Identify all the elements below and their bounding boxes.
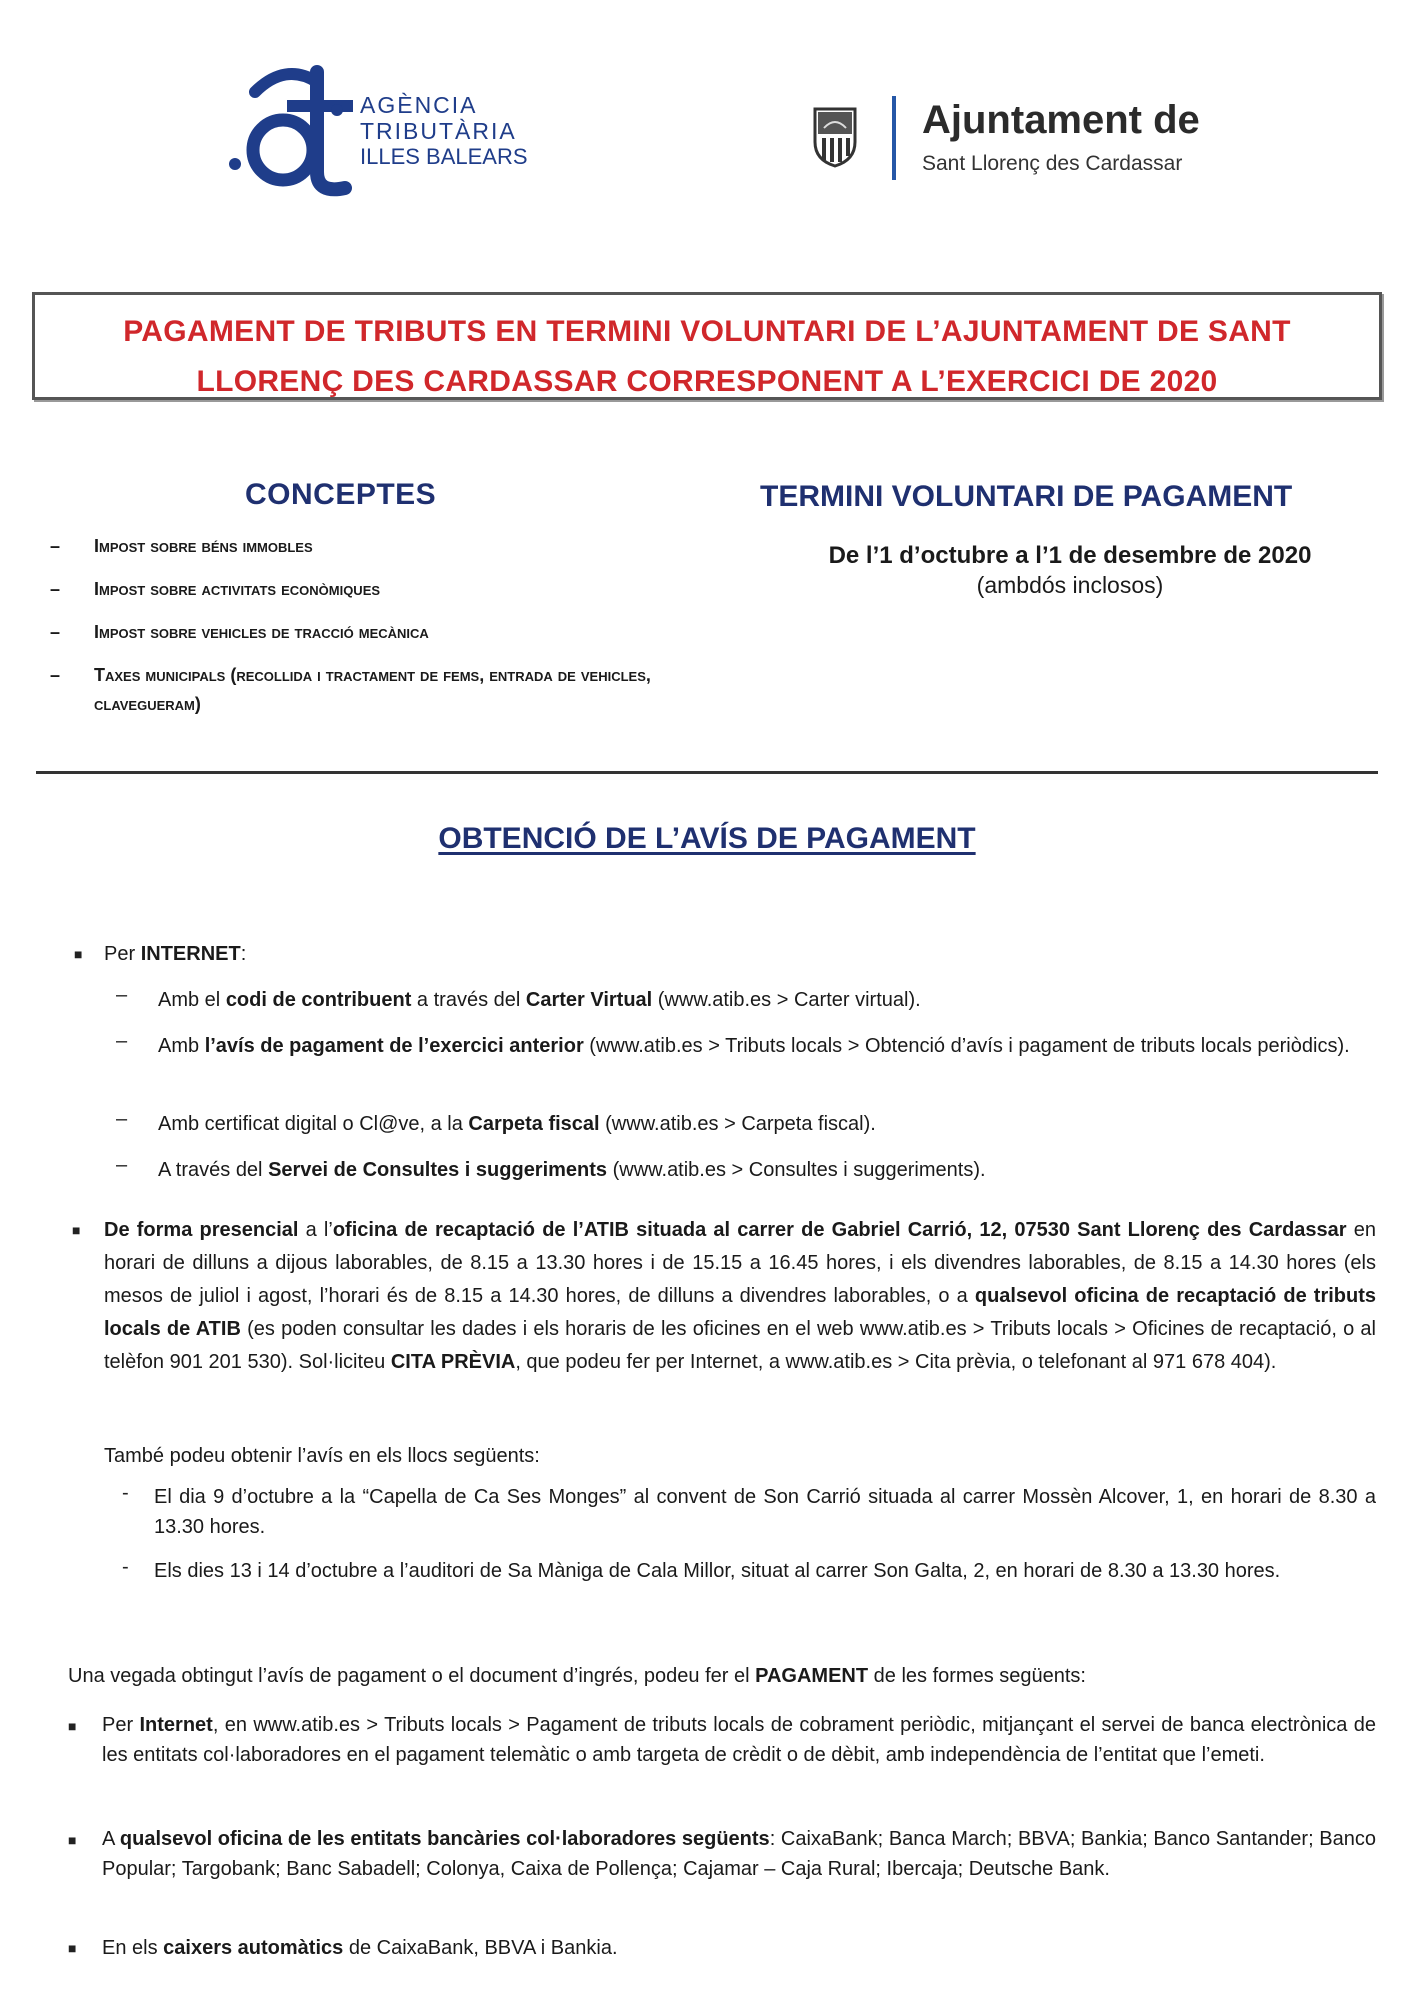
concepte-item: – Impost sobre activitats econòmiques <box>50 575 690 604</box>
concepte-item: – Impost sobre béns immobles <box>50 532 690 561</box>
concepte-item: – Impost sobre vehicles de tracció mecànica <box>50 618 690 647</box>
dash-icon: - <box>122 1482 129 1504</box>
dash-icon: – <box>116 1030 128 1052</box>
document-title-box <box>32 292 1382 400</box>
dash-icon: – <box>50 665 61 685</box>
tambe-text: També podeu obtenir l’avís en els llocs següents: <box>104 1445 540 1467</box>
lloc-1: El dia 9 d’octubre a la “Capella de Ca Ses Monges” al convent de Son Carrió situada al carrer Mossèn Alcover, 1, en horari de 8.30 a 13.30 hores. <box>154 1486 1376 1538</box>
square-bullet-icon: ■ <box>72 1222 81 1238</box>
ajuntament-logo <box>812 96 1232 186</box>
dash-icon: – <box>50 579 61 599</box>
square-bullet-icon: ■ <box>68 1832 77 1848</box>
title-line-2: LLORENÇ DES CARDASSAR CORRESPONENT A L’EXERCICI DE 2020 <box>196 365 1218 398</box>
pagament-caixers: En els caixers automàtics de CaixaBank, BBVA i Bankia. <box>102 1937 618 1959</box>
concepte-item: – Taxes municipals (recollida i tractament de fems, entrada de vehicles, clavegueram) <box>50 661 690 719</box>
dash-icon: – <box>116 1108 128 1130</box>
dash-icon: – <box>50 622 61 642</box>
title-line-1: PAGAMENT DE TRIBUTS EN TERMINI VOLUNTARI DE L’AJUNTAMENT DE SANT <box>123 315 1291 348</box>
square-bullet-icon: ■ <box>74 946 83 962</box>
conceptes-list <box>50 532 690 733</box>
pagament-intro: Una vegada obtingut l’avís de pagament o el document d’ingrés, podeu fer el PAGAMENT de les formes següents: <box>68 1665 1086 1687</box>
pagament-internet: Per Internet, en www.atib.es > Tributs locals > Pagament de tributs locals de cobrament periòdic, mitjançant el servei de banca electrònica de les entitats col·laboradores en el pagament telemàtic o amb targeta de crèdit o de dèbit, amb independència de l’entitat que l’emeti. <box>102 1714 1376 1766</box>
atib-line1: AGÈNCIA <box>360 92 478 118</box>
termini-note: (ambdós inclosos) <box>976 572 1164 598</box>
atib-emblem-icon <box>225 52 365 202</box>
dash-icon: – <box>50 536 61 556</box>
atib-logo <box>225 52 528 202</box>
internet-label: Per INTERNET: <box>104 943 247 965</box>
ajuntament-subtitle: Sant Llorenç des Cardassar <box>922 152 1183 175</box>
internet-sub-2: Amb l’avís de pagament de l’exercici anterior (www.atib.es > Tributs locals > Obtenció d’avís i pagament de tributs locals periòdics). <box>158 1035 1350 1057</box>
dash-icon: – <box>116 984 128 1006</box>
internet-sub-3: Amb certificat digital o Cl@ve, a la Carpeta fiscal (www.atib.es > Carpeta fiscal). <box>158 1113 876 1135</box>
divider-bar <box>892 96 896 180</box>
termini-dates: De l’1 d’octubre a l’1 de desembre de 2020 <box>828 542 1312 569</box>
atib-line2: TRIBUTÀRIA <box>360 118 517 144</box>
conceptes-heading: CONCEPTES <box>245 478 437 511</box>
obtencio-heading: OBTENCIÓ DE L’AVÍS DE PAGAMENT <box>438 822 976 855</box>
municipal-shield-icon <box>812 106 858 168</box>
square-bullet-icon: ■ <box>68 1718 77 1734</box>
atib-line3: ILLES BALEARS <box>360 144 528 169</box>
termini-heading: TERMINI VOLUNTARI DE PAGAMENT <box>760 480 1293 513</box>
section-divider <box>36 771 1378 774</box>
ajuntament-title: Ajuntament de <box>922 98 1200 142</box>
dash-icon: – <box>116 1154 128 1176</box>
square-bullet-icon: ■ <box>68 1940 77 1956</box>
presencial-paragraph: De forma presencial a l’oficina de recaptació de l’ATIB situada al carrer de Gabriel Carrió, 12, 07530 Sant Llorenç des Cardassar en horari de dilluns a dijous laborables, de 8.15 a 13.30 hores i de 15.15 a 16.45 hores, i els divendres laborables, de 8.15 a 14.30 hores (els mesos de juliol i agost, l’horari és de 8.15 a 14.30 hores, de dilluns a divendres laborables, o a qualsevol oficina de recaptació de tributs locals de ATIB (es poden consultar les dades i els horaris de les oficines en el web www.atib.es > Tributs locals > Oficines de recaptació, o al telèfon 901 201 530). Sol·liciteu CITA PRÈVIA, que podeu fer per Internet, a www.atib.es > Cita prèvia, o telefonant al 971 678 404). <box>104 1219 1377 1373</box>
pagament-oficina: A qualsevol oficina de les entitats bancàries col·laboradores següents: CaixaBank; Banca March; BBVA; Bankia; Banco Santander; Banco Popular; Targobank; Banc Sabadell; Colonya, Caixa de Pollença; Cajamar – Caja Rural; Ibercaja; Deutsche Bank. <box>102 1828 1376 1880</box>
internet-sub-4: A través del Servei de Consultes i suggeriments (www.atib.es > Consultes i suggeriments). <box>158 1159 986 1181</box>
internet-sub-1: Amb el codi de contribuent a través del Carter Virtual (www.atib.es > Carter virtual). <box>158 989 921 1011</box>
dash-icon: - <box>122 1556 129 1578</box>
lloc-2: Els dies 13 i 14 d’octubre a l’auditori de Sa Màniga de Cala Millor, situat al carrer Son Galta, 2, en horari de 8.30 a 13.30 hores. <box>154 1560 1281 1582</box>
